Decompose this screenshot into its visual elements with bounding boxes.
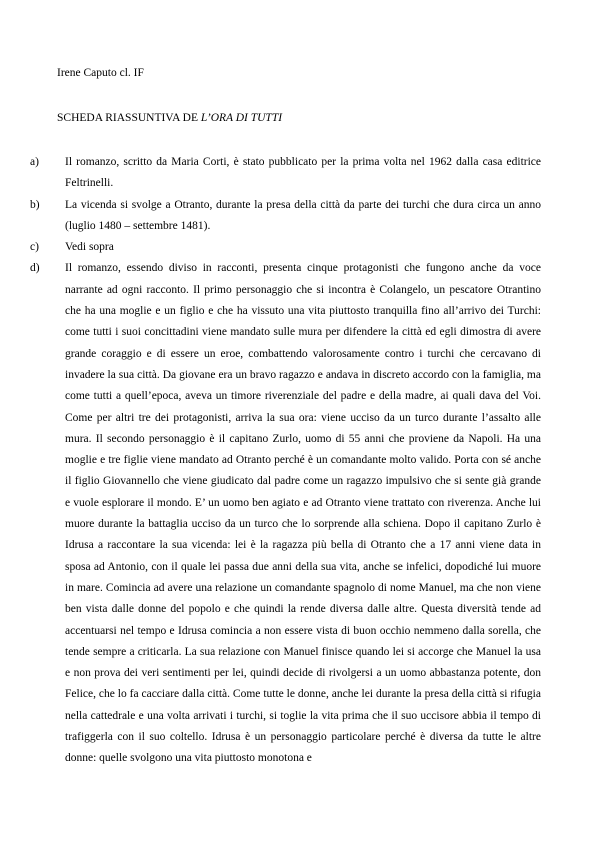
list-item-text: Il romanzo, scritto da Maria Corti, è stato pubblicato per la prima volta nel 1962 dalla casa editrice Feltrinelli. xyxy=(65,156,541,190)
list-item-text: La vicenda si svolge a Otranto, durante la presa della città da parte dei turchi che dura circa un anno (luglio 1480 – settembre 1481). xyxy=(65,198,541,232)
list-item-c xyxy=(30,237,541,258)
list-item-text: Vedi sopra xyxy=(65,241,114,254)
document-heading xyxy=(57,110,282,126)
list-item-d xyxy=(30,258,541,769)
list-marker: b) xyxy=(30,198,40,211)
list-marker: c) xyxy=(30,241,39,254)
list-item-b xyxy=(30,195,541,238)
list-marker: d) xyxy=(30,262,40,275)
list-item-text: Il romanzo, essendo diviso in racconti, presenta cinque protagonisti che fungono anche da voce narrante ad ogni racconto. Il primo personaggio che si incontra è Colangelo, un pescatore Otrantino che ha una moglie e un figlio e che ha vissuto una vita piuttosto tranquilla fino all’arrivo dei Turchi: come tutti i suoi concittadini viene mandato sulle mura per difendere la città ed egli dimostra di avere grande coraggio e di essere un eroe, combattendo valorosamente contro i turchi che cercavano di invadere la sua città. Da giovane era un bravo ragazzo e andava in discreto accordo con la famiglia, ma come tutti a quell’epoca, aveva un timore riverenziale del padre e della madre, ai quali dava del Voi. Come per altri tre dei protagonisti, arriva la sua ora: viene ucciso da un turco durante l’assalto alle mura. Il secondo personaggio è il capitano Zurlo, uomo di 55 anni che proviene da Napoli. Ha una moglie e tre figlie viene mandato ad Otranto perché è un comandante molto valido. Porta con sé anche il figlio Giovannello che viene giudicato dal padre come un ragazzo impulsivo che si sente già grande e vuole esplorare il mondo. E’ un uomo ben agiato e ad Otranto viene trattato con riverenza. Anche lui muore durante la battaglia ucciso da un turco che lo sorprende alla schiena. Dopo il capitano Zurlo è Idrusa a raccontare la sua vicenda: lei è la ragazza più bella di Otranto che a 17 anni viene data in sposa ad Antonio, con il quale lei passa due anni della sua vita, anche se infelici, dopodiché lui muore in mare. Comincia ad avere una relazione un comandante spagnolo di nome Manuel, ma che non viene ben vista dalle donne del popolo e che quindi la rende diversa dalle altre. Questa diversità tende ad accentuarsi nel tempo e Idrusa comincia a non essere vista di buon occhio nemmeno dalla sorella, che tende sempre a criticarla. La sua relazione con Manuel finisce quando lei si accorge che Manuel la usa e non prova dei veri sentimenti per lei, quindi decide di rivolgersi a un uomo abbastanza potente, don Felice, che lo fa cacciare dalla città. Come tutte le donne, anche lei durante la presa della città si rifugia nella cattedrale e una volta arrivati i turchi, si toglie la vita prima che il suo uccisore abbia il tempo di trafiggerla con il suo coltello. Idrusa è un personaggio particolare perché è diversa da tutte le altre donne: quelle svolgono una vita piuttosto monotona e xyxy=(65,262,541,765)
list-marker: a) xyxy=(30,156,39,168)
summary-list xyxy=(30,152,541,770)
heading-prefix: SCHEDA RIASSUNTIVA DE xyxy=(57,112,201,124)
heading-book-title: L’ORA DI TUTTI xyxy=(200,112,283,124)
author-line: Irene Caputo cl. IF xyxy=(57,67,144,79)
list-item-a xyxy=(30,152,541,195)
